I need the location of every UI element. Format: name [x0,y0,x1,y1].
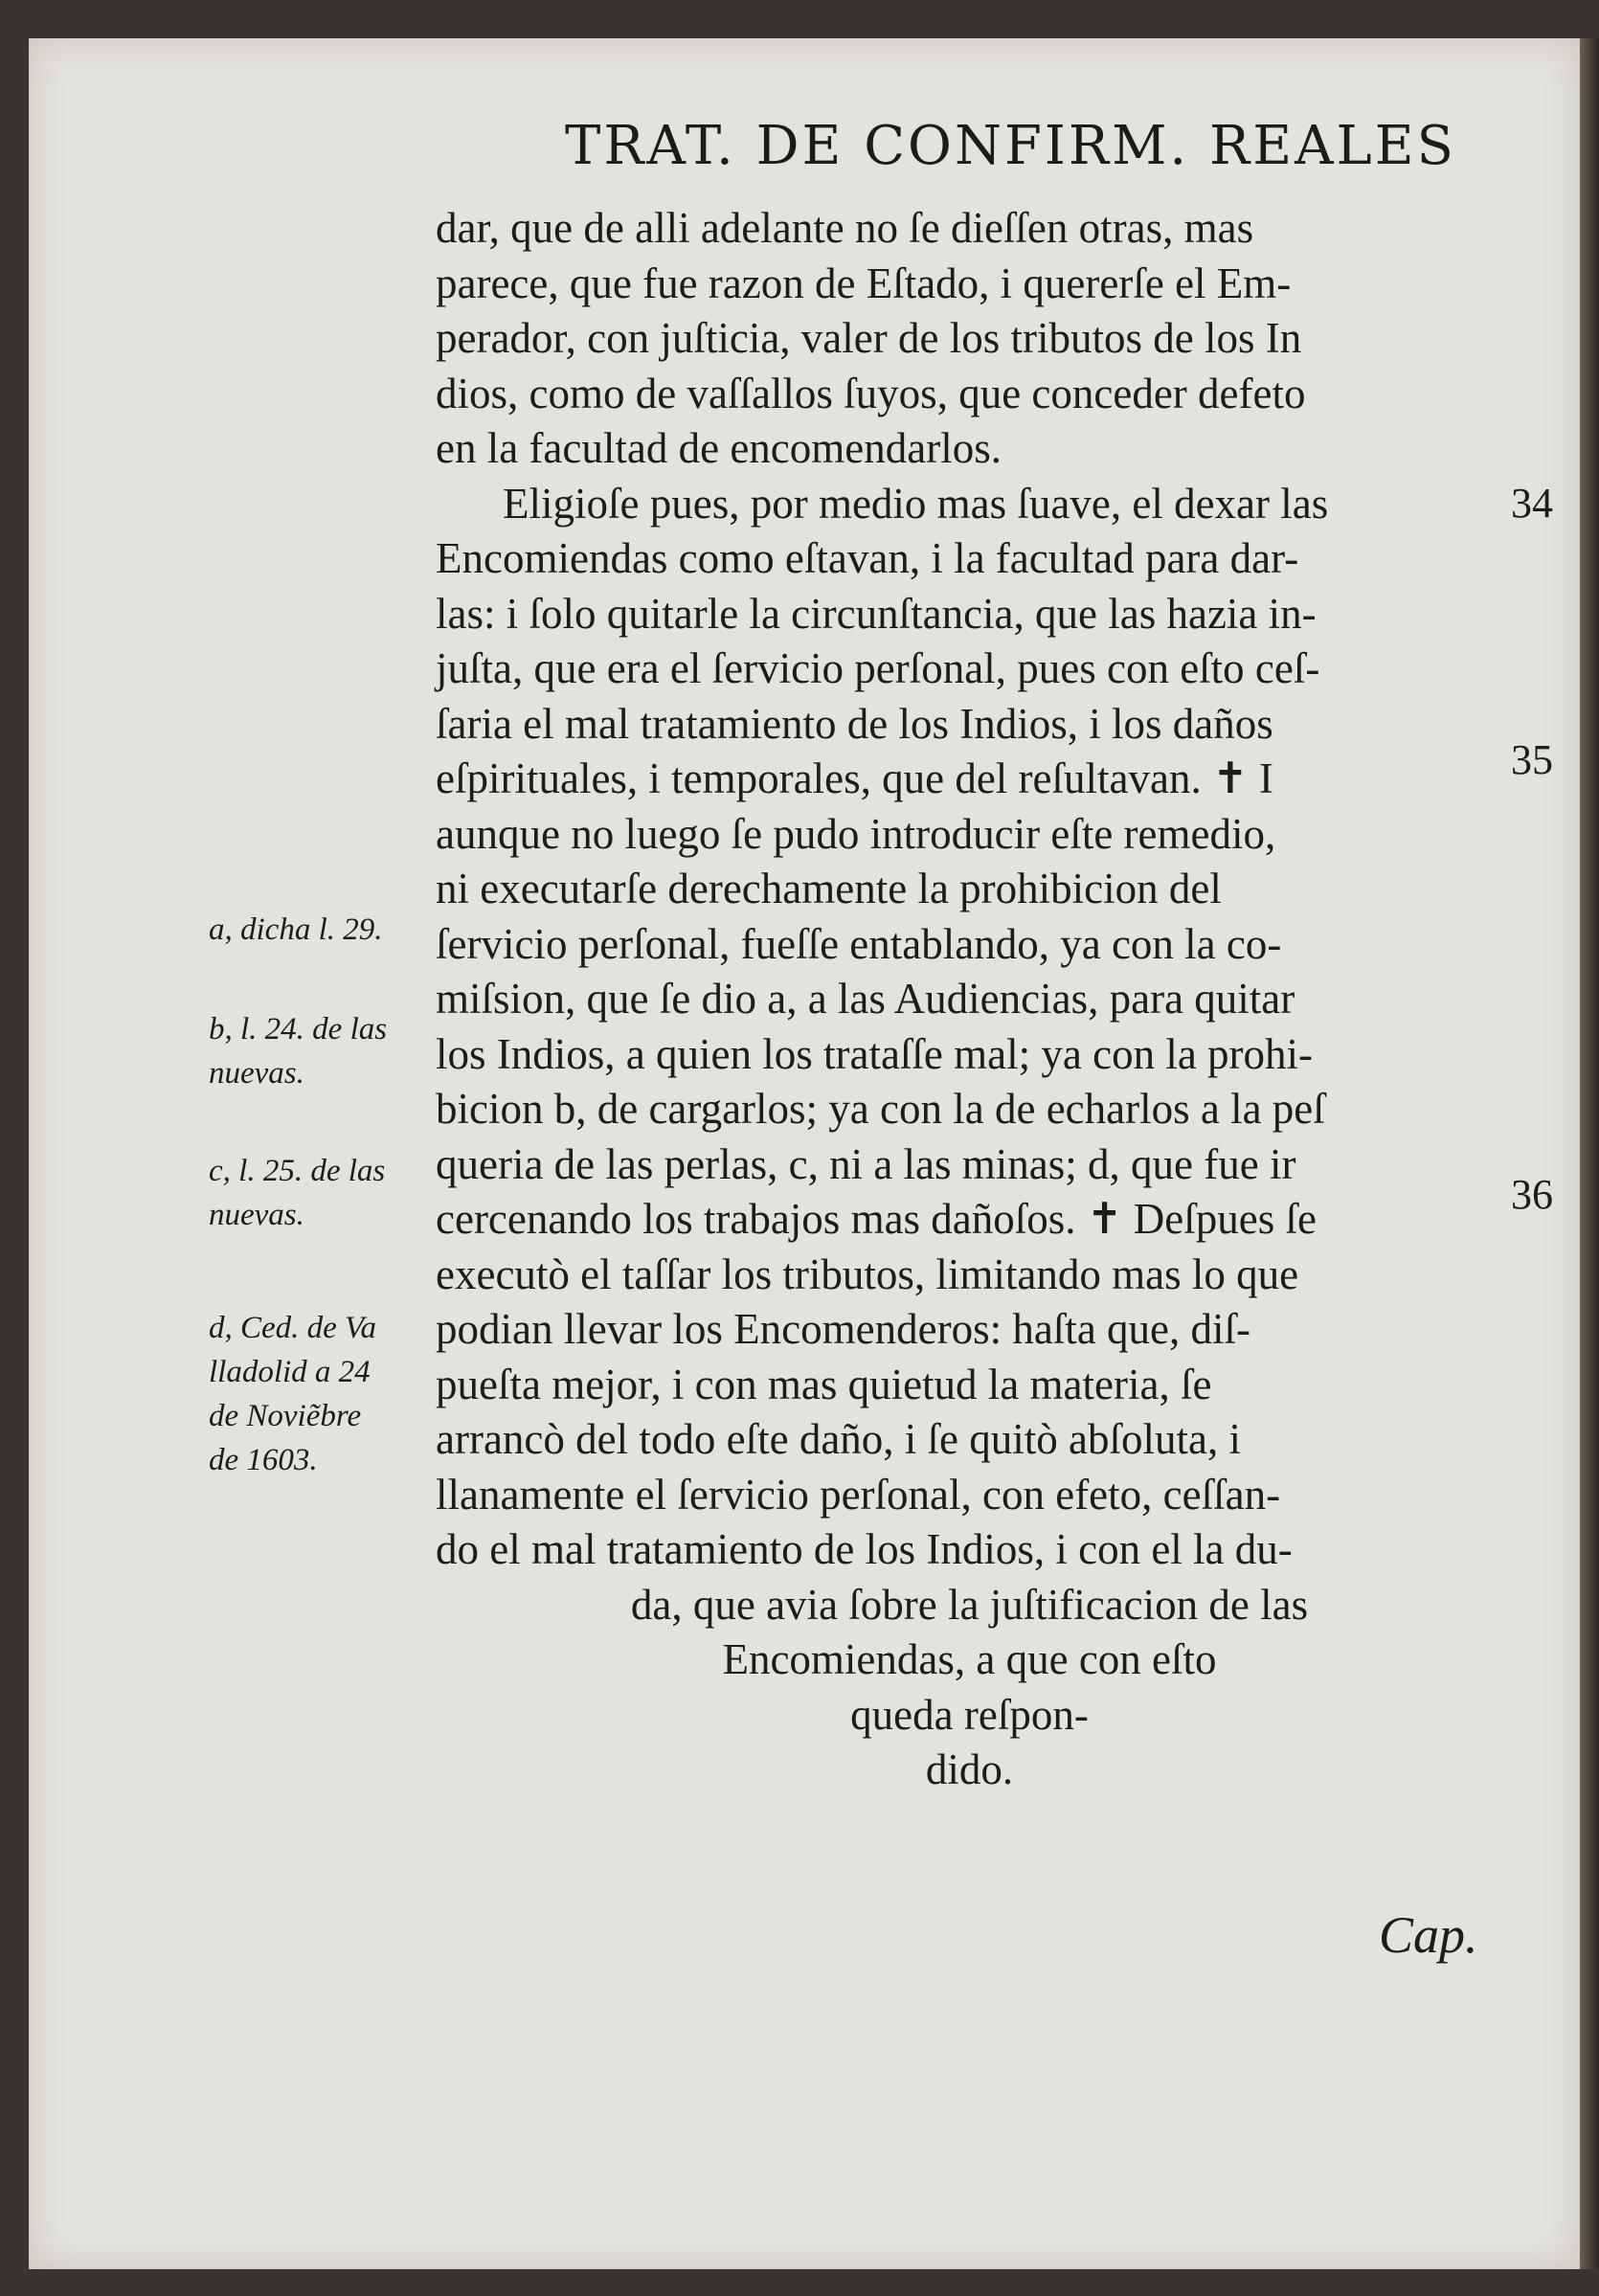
text-line: pueſta mejor, i con mas quietud la materia, ſe [436,1360,1212,1408]
margin-number: 36 [1511,1171,1553,1218]
text-line: Encomiendas como eſtavan, i la facultad para dar- [436,534,1299,582]
text-line: do el mal tratamiento de los Indios, i con el la du- [436,1525,1293,1573]
margin-note-d: lladolid a 24 [209,1355,371,1389]
text-line: podian llevar los Encomenderos: haſta que, diſ- [436,1305,1251,1353]
text-line: los Indios, a quien los trataſſe mal; ya con la prohi- [436,1029,1314,1078]
text-line: en la facultad de encomendarlos. [436,424,1002,472]
text-line: ſervicio perſonal, fueſſe entablando, ya con la co- [436,919,1282,968]
body-text [436,201,1503,1798]
text-line: queria de las perlas, c, ni a las minas; d, que fue ir [436,1139,1296,1188]
text-line: Encomiendas, a que con eſto [722,1635,1217,1683]
margin-note-b: nuevas. [209,1056,304,1091]
margin-number: 34 [1511,480,1553,527]
text-line: dios, como de vaſſallos ſuyos, que conceder defeto [436,369,1306,417]
text-line: executò el taſſar los tributos, limitando mas lo que [436,1249,1299,1298]
text-line: cercenando los trabajos mas dañoſos. ✝ Deſpues ſe [436,1195,1317,1243]
margin-note-c: c, l. 25. de las [209,1154,386,1188]
page-edge [1580,38,1599,2269]
margin-note-d: de 1603. [209,1443,318,1477]
text-line: arrancò del todo eſte daño, i ſe quitò abſoluta, i [436,1415,1241,1463]
margin-note-c: nuevas. [209,1198,304,1232]
text-line: juſta, que era el ſervicio perſonal, pues con eſto ceſ- [436,644,1320,692]
text-line: dido. [925,1745,1014,1793]
text-line: aunque no luego ſe pudo introducir eſte remedio, [436,809,1276,858]
text-line: bicion b, de cargarlos; ya con la de echarlos a la peſ [436,1085,1325,1133]
text-line: Eligioſe pues, por medio mas ſuave, el dexar las [503,479,1329,528]
margin-number: 35 [1511,736,1553,783]
text-line: parece, que fue razon de Eſtado, i quererſe el Em- [436,259,1292,307]
catchword: Cap. [1379,1906,1478,1964]
margin-note-d: d, Ced. de Va [209,1311,377,1345]
text-line: eſpirituales, i temporales, que del reſultavan. ✝ I [436,754,1273,802]
text-line: ſaria el mal tratamiento de los Indios, i los daños [436,699,1273,748]
text-line: miſsion, que ſe dio a, a las Audiencias, para quitar [436,975,1295,1023]
margin-note-a: a, dicha l. 29. [209,912,383,947]
text-line: ni executarſe derechamente la prohibicion del [436,865,1222,912]
margin-note-d: de Noviẽbre [209,1399,362,1433]
running-head: TRAT. DE CONFIRM. REALES [565,115,1456,177]
text-line: las: i ſolo quitarle la circunſtancia, que las hazia in- [436,589,1317,638]
text-line: llanamente el ſervicio perſonal, con efeto, ceſſan- [436,1470,1281,1519]
text-line: da, que avia ſobre la juſtificacion de las [630,1580,1309,1629]
margin-note-b: b, l. 24. de las [209,1012,388,1047]
text-line: perador, con juſticia, valer de los tributos de los In [436,314,1302,362]
text-line: queda reſpon- [850,1690,1089,1739]
text-line: dar, que de alli adelante no ſe dieſſen otras, mas [436,204,1254,252]
